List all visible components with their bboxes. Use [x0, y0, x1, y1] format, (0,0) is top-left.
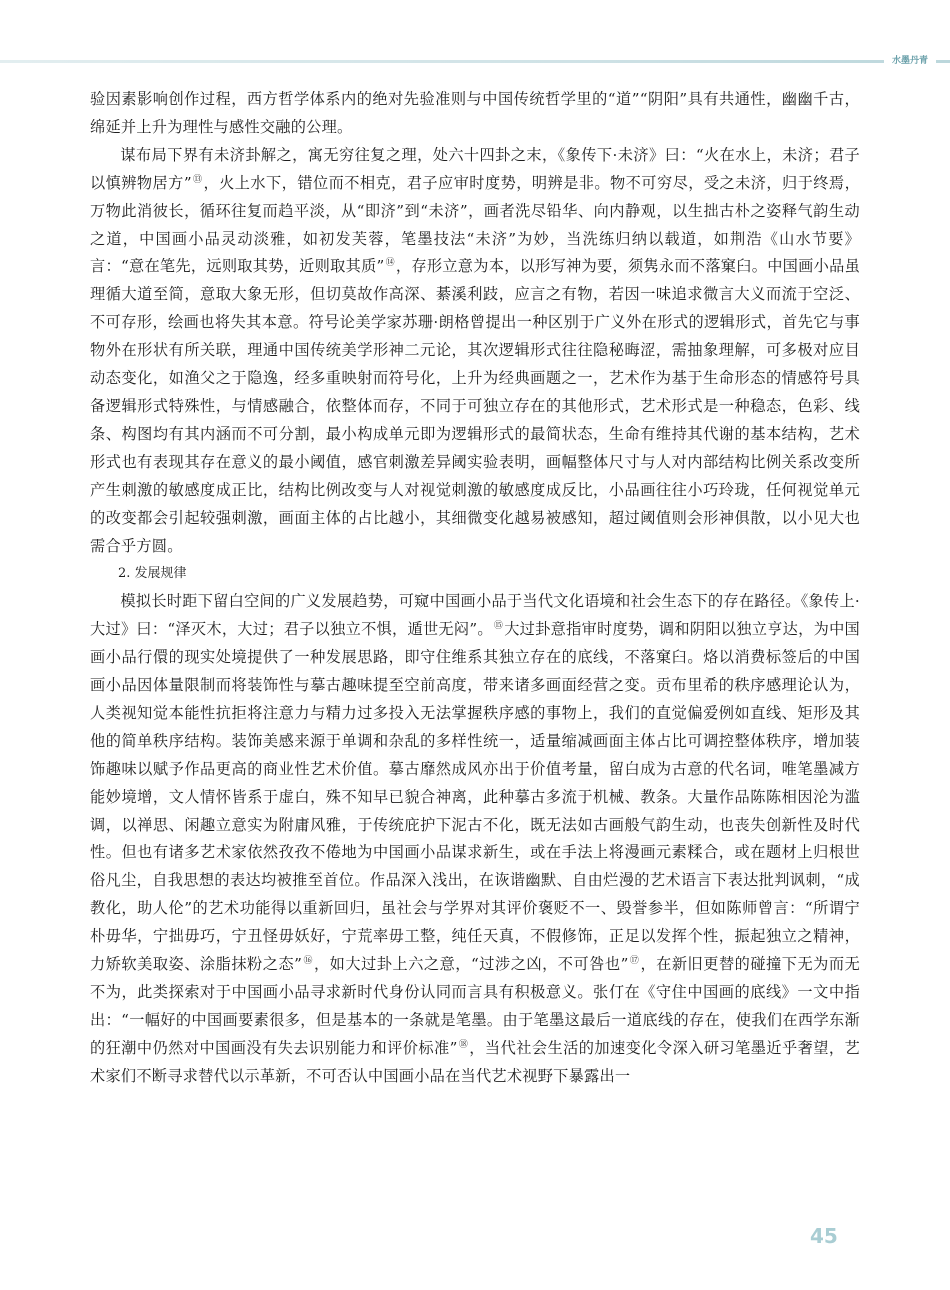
paragraph-3-text-c: ，如大过卦上六之意，“过涉之凶，不可咎也”: [313, 955, 629, 974]
paragraph-1-text: 验因素影响创作过程，西方哲学体系内的绝对先验准则与中国传统哲学里的“道”“阴阳”具有共通性，幽幽千古，绵延并上升为理性与感性交融的公理。: [90, 90, 860, 136]
footnote-ref-17[interactable]: ⑰: [629, 956, 640, 967]
paragraph-2: [90, 142, 860, 561]
footnote-ref-13[interactable]: ⑬: [192, 174, 203, 185]
footnote-ref-14[interactable]: ⑭: [385, 258, 395, 269]
header-rule: [0, 60, 950, 63]
footnote-ref-15[interactable]: ⑮: [493, 621, 504, 632]
journal-name: 水墨丹青: [884, 54, 936, 68]
paragraph-2-text-b: ，火上水下，错位而不相克，君子应审时度势，明辨是非。物不可穷尽，受之未济，归于终焉，万物此消彼长，循环往复而趋平淡，从“即济”到“未济”，画者洗尽铅华、向内静观，以生拙古朴之姿释气韵生动之道，中国画小品灵动淡雅，如初发芙蓉，笔墨技法“未济”为妙，当洗练归纳以载道，如荆浩《山水节要》言：“意在笔先，远则取其势，近则取其质”: [90, 173, 861, 276]
footnote-ref-16[interactable]: ⑯: [303, 956, 313, 967]
paragraph-3-text-a: 模拟长时距下留白空间的广义发展趋势，可窥中国画小品于当代文化语境和社会生态下的存在路径。《象传上·大过》曰：“泽灭木，大过；君子以独立不惧，遁世无闷”。: [90, 592, 860, 639]
paragraph-3-text-e: ，当代社会生活的加速变化令深入研习笔墨近乎奢望，艺术家们不断寻求替代以示革新，不可否认中国画小品在当代艺术视野下暴露出一: [90, 1038, 860, 1085]
paragraph-3-text-b: 大过卦意指审时度势，调和阴阳以独立亨达，为中国画小品行儇的现实处境提供了一种发展思路，即守住维系其独立存在的底线，不落窠臼。烙以消费标签后的中国画小品因体量限制而将装饰性与摹古趣味提至空前高度，带来诸多画面经营之变。贡布里希的秩序感理论认为，人类视知觉本能性抗拒将注意力与精力过多投入无法掌握秩序感的事物上，我们的直觉偏爱例如直线、矩形及其他的简单秩序结构。装饰美感来源于单调和杂乱的多样性统一，适量缩减画面主体占比可调控整体秩序，增加装饰趣味以赋予作品更高的商业性艺术价值。摹古靡然成风亦出于价值考量，留白成为古意的代名词，唯笔墨减方能妙境增，文人情怀皆系于虚白，殊不知早已貌合神离，此种摹古多流于机械、教条。大量作品陈陈相因沦为滥调，以禅思、闲趣立意实为附庸风雅，于传统庇护下泥古不化，既无法如古画般气韵生动，也丧失创新性及时代性。但也有诸多艺术家依然孜孜不倦地为中国画小品谋求新生，或在手法上将漫画元素糅合，或在题材上归根世俗凡尘，自我思想的表达均被推至首位。作品深入浅出，在诙谐幽默、自由烂漫的艺术语言下表达批判讽刺，“成教化，助人伦”的艺术功能得以重新回归，虽社会与学界对其评价褒贬不一、毁誉参半，但如陈师曾言：“所谓宁朴毋华，宁拙毋巧，宁丑怪毋妖好，宁荒率毋工整，纯任天真，不假修饰，正足以发挥个性，振起独立之精神，力矫软美取姿、涂脂抹粉之态”: [90, 620, 860, 974]
paragraph-2-text-c: ，存形立意为本，以形写神为要，须隽永而不落窠臼。中国画小品虽理循大道至简，意取大象无形，但切莫故作高深、綦溪利跂，应言之有物，若因一味追求微言大义而流于空泛、不可存形，绘画也将失其本意。符号论美学家苏珊·朗格曾提出一种区别于广义外在形式的逻辑形式，首先它与事物外在形状有所关联，理通中国传统美学形神二元论，其次逻辑形式往往隐秘晦涩，需抽象理解，可多极对应目动态变化，如渔父之于隐逸，经多重映射而符号化，上升为经典画题之一，艺术作为基于生命形态的情感符号具备逻辑形式特殊性，与情感融合，依整体而存，不同于可独立存在的其他形式，艺术形式是一种稳态，色彩、线条、构图均有其内涵而不可分割，最小构成单元即为逻辑形式的最简状态，生命有维持其代谢的基本结构，艺术形式也有表现其存在意义的最小阈值，感官刺激差异阈实验表明，画幅整体尺寸与人对内部结构比例关系改变所产生刺激的敏感度成正比，结构比例改变与人对视觉刺激的敏感度成反比，小品画往往小巧玲珑，任何视觉单元的改变都会引起较强刺激，画面主体的占比越小，其细微变化越易被感知，超过阈值则会形神俱散，以小见大也需合乎方圆。: [90, 257, 861, 555]
paragraph-3-text-d: ，在新旧更替的碰撞下无为而无不为，此类探索对于中国画小品寻求新时代身份认同而言具有积极意义。张仃在《守住中国画的底线》一文中指出：“一幅好的中国画要素很多，但是基本的一条就是笔墨。由于笔墨这最后一道底线的存在，使我们在西学东渐的狂潮中仍然对中国画没有失去识别能力和评价标准”: [90, 955, 861, 1057]
page-number: 45: [810, 1224, 838, 1248]
paragraph-2-text-a: 谋布局下界有未济卦解之，寓无穷往复之理，处六十四卦之末，《象传下·未济》曰：“火在水上，未济；君子以慎辨物居方”: [90, 145, 860, 192]
paragraph-3: [90, 588, 860, 1090]
paragraph-1: [90, 86, 860, 142]
section-heading: 2. 发展规律: [118, 566, 187, 582]
article-body: [90, 86, 860, 1091]
footnote-ref-18[interactable]: ⑱: [458, 1039, 469, 1050]
